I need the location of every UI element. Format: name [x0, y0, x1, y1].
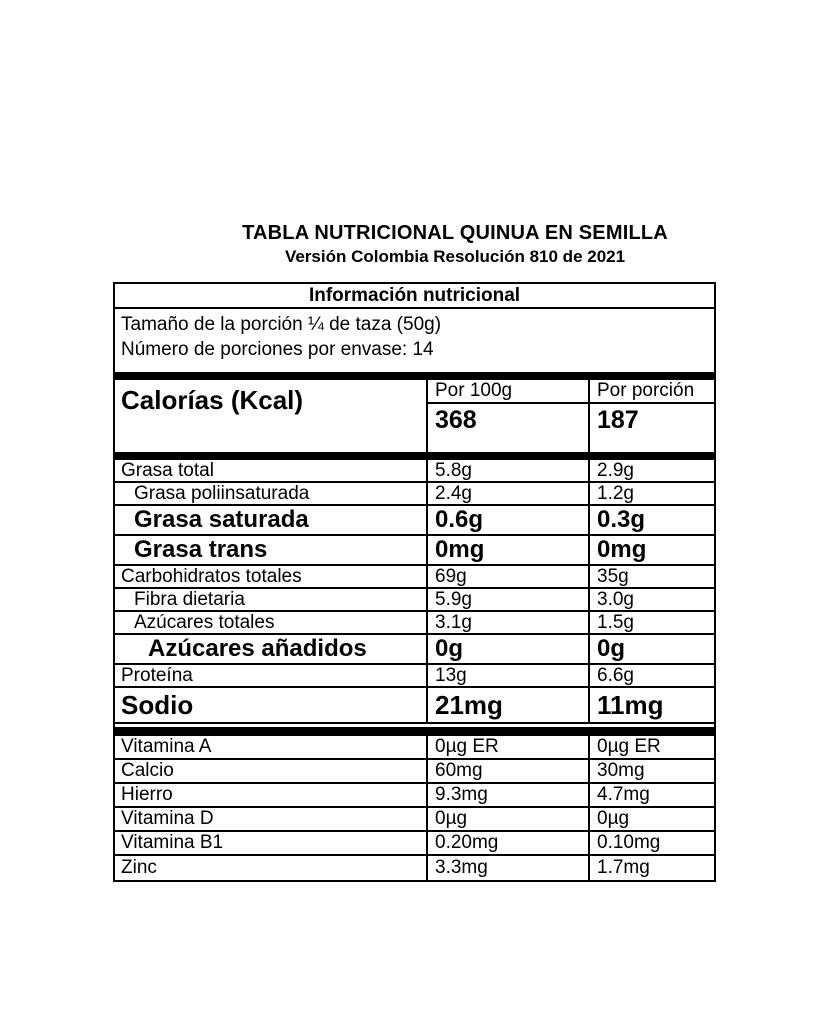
value-per-portion: 4.7mg	[588, 784, 714, 806]
value-per-100g: 3.3mg	[426, 856, 588, 880]
calories-per-100g-column	[426, 380, 588, 452]
document-heading	[42, 221, 826, 267]
table-row	[115, 483, 714, 506]
nutrition-facts-table	[113, 282, 716, 882]
value-per-100g: 9.3mg	[426, 784, 588, 806]
value-per-100g: 60mg	[426, 760, 588, 782]
calories-section	[115, 380, 714, 452]
value-per-portion: 0µg	[588, 808, 714, 830]
nutrient-label: Grasa trans	[134, 536, 268, 563]
table-title: Información nutricional	[115, 284, 714, 309]
value-per-100g: 0.20mg	[426, 832, 588, 854]
vitamin-rows	[115, 736, 714, 880]
nutrient-label: Grasa poliinsaturada	[134, 482, 310, 504]
value-per-portion: 35g	[588, 566, 714, 587]
table-row	[115, 760, 714, 784]
value-per-100g: 13g	[426, 665, 588, 686]
nutrient-label: Vitamina B1	[121, 832, 224, 853]
value-per-portion: 1.2g	[588, 483, 714, 504]
table-row	[115, 460, 714, 483]
value-per-100g: 3.1g	[426, 612, 588, 633]
nutrient-rows	[115, 460, 714, 724]
nutrient-label: Zinc	[121, 857, 157, 878]
per-portion-header: Por porción	[590, 380, 714, 404]
value-per-100g: 0µg ER	[426, 736, 588, 758]
table-row	[115, 808, 714, 832]
serving-info	[115, 309, 714, 372]
value-per-portion: 2.9g	[588, 460, 714, 481]
nutrient-label: Fibra dietaria	[134, 588, 245, 610]
table-row	[115, 635, 714, 665]
value-per-portion: 6.6g	[588, 665, 714, 686]
table-row	[115, 536, 714, 566]
table-row	[115, 589, 714, 612]
value-per-portion: 0µg ER	[588, 736, 714, 758]
table-row	[115, 665, 714, 688]
value-per-portion: 1.7mg	[588, 856, 714, 880]
serving-size: Tamaño de la porción ¼ de taza (50g)	[121, 314, 442, 335]
divider-bar	[115, 727, 714, 736]
nutrient-label: Azúcares añadidos	[148, 635, 367, 662]
value-per-100g: 21mg	[426, 688, 588, 722]
table-row	[115, 506, 714, 536]
table-row	[115, 566, 714, 589]
value-per-100g: 5.8g	[426, 460, 588, 481]
value-per-portion: 0g	[588, 635, 714, 663]
value-per-100g: 0µg	[426, 808, 588, 830]
calories-label: Calorías (Kcal)	[121, 385, 304, 415]
value-per-100g: 2.4g	[426, 483, 588, 504]
value-per-portion: 1.5g	[588, 612, 714, 633]
nutrient-label: Proteína	[121, 664, 193, 686]
value-per-100g: 69g	[426, 566, 588, 587]
divider-bar	[115, 372, 714, 380]
value-per-100g: 0g	[426, 635, 588, 663]
nutrient-label: Grasa total	[121, 459, 214, 481]
calories-per-portion-value: 187	[597, 406, 639, 434]
servings-per-container: Número de porciones por envase: 14	[121, 339, 434, 360]
table-row	[115, 832, 714, 856]
nutrient-label: Grasa saturada	[134, 506, 309, 533]
table-row	[115, 612, 714, 635]
nutrient-label: Carbohidratos totales	[121, 565, 302, 587]
value-per-portion: 3.0g	[588, 589, 714, 610]
table-row	[115, 784, 714, 808]
value-per-portion: 0mg	[588, 536, 714, 564]
calories-per-100g-value: 368	[435, 406, 477, 434]
calories-per-portion-column	[588, 380, 714, 452]
nutrient-label: Hierro	[121, 784, 173, 805]
per-100g-header: Por 100g	[428, 380, 588, 404]
value-per-portion: 30mg	[588, 760, 714, 782]
nutrient-label: Azúcares totales	[134, 611, 275, 633]
nutrient-label: Sodio	[121, 689, 194, 720]
nutrient-label: Vitamina D	[121, 808, 214, 829]
table-row	[115, 856, 714, 880]
value-per-100g: 5.9g	[426, 589, 588, 610]
value-per-100g: 0.6g	[426, 506, 588, 534]
table-row	[115, 688, 714, 724]
value-per-portion: 11mg	[588, 688, 714, 722]
document-subtitle: Versión Colombia Resolución 810 de 2021	[284, 247, 626, 266]
value-per-portion: 0.10mg	[588, 832, 714, 854]
nutrient-label: Calcio	[121, 760, 174, 781]
value-per-portion: 0.3g	[588, 506, 714, 534]
nutrient-label: Vitamina A	[121, 736, 212, 757]
value-per-100g: 0mg	[426, 536, 588, 564]
document-title: TABLA NUTRICIONAL QUINUA EN SEMILLA	[242, 222, 668, 244]
table-row	[115, 736, 714, 760]
